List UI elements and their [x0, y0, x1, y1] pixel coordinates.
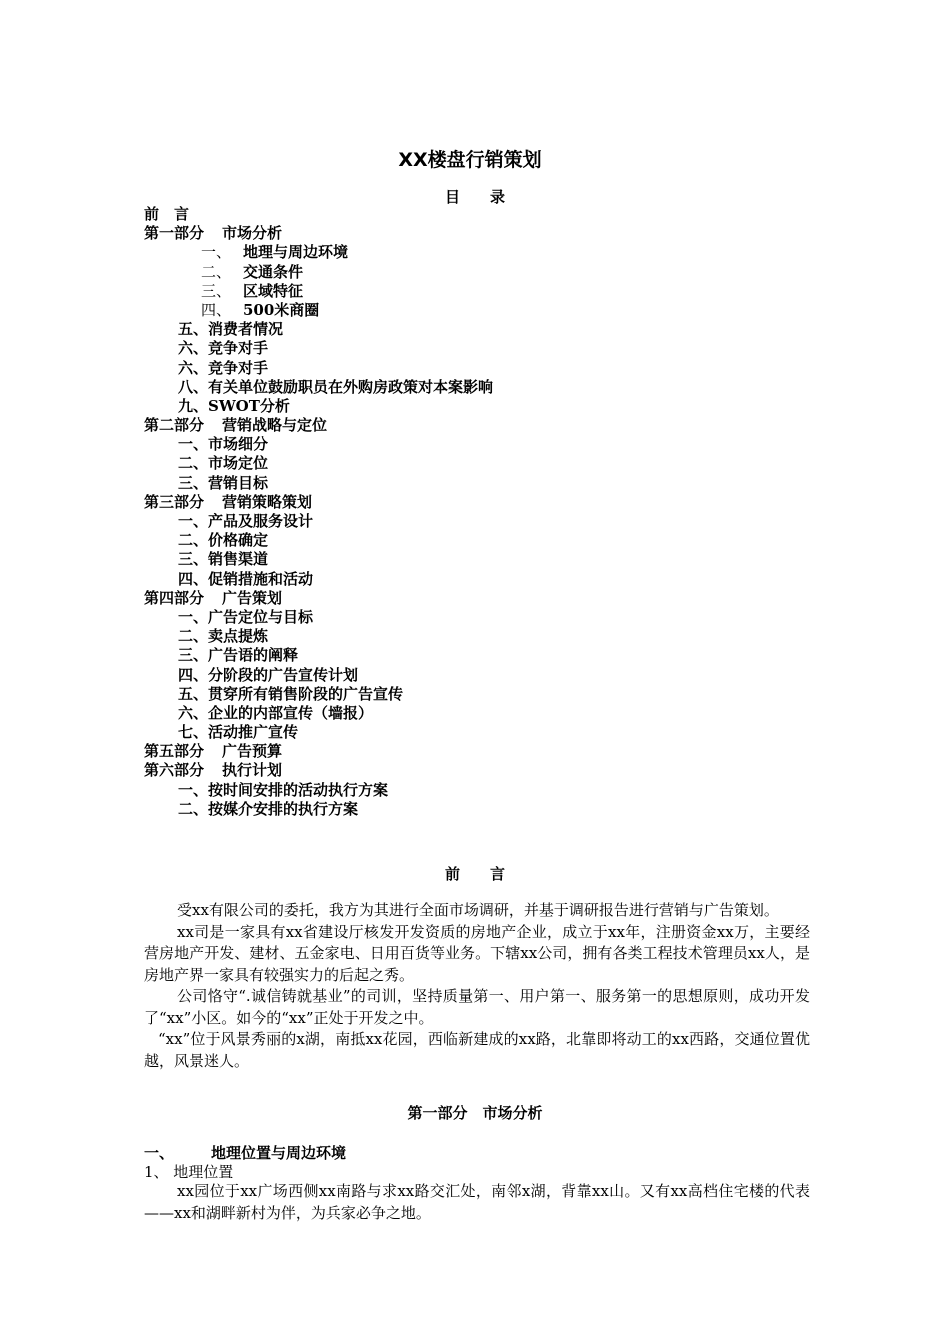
toc-part-title: 市场分析 — [222, 224, 283, 243]
section-number: 一、 — [144, 1144, 175, 1162]
toc-entry-label: 二、卖点提炼 — [178, 627, 269, 646]
preface-paragraph: xx司是一家具有xx省建设厅核发开发资质的房地产企业，成立于xx年，注册资金xx万，主要经营房地产开发、建材、五金家电、日用百货等业务。下辖xx公司，拥有各类工程技术管理员xx人，是房地产界一家具有较强实力的后起之秀。 — [144, 922, 810, 984]
toc-entry — [144, 723, 493, 742]
toc-entry-number: 四、 — [201, 300, 232, 319]
preface-heading: 前 言 — [444, 865, 505, 883]
toc-entry-label: 五、贯穿所有销售阶段的广告宣传 — [178, 684, 404, 703]
toc-entry-label: 交通条件 — [243, 262, 304, 281]
toc-part-label: 第一部分 — [144, 224, 205, 243]
toc-entry-label: 500米商圈 — [243, 300, 320, 319]
toc-entry-label: 五、消费者情况 — [178, 320, 284, 339]
part-one-heading: 第一部分 市场分析 — [407, 1104, 543, 1122]
toc-entry-number: 二、 — [201, 262, 232, 281]
toc-entry-label: 三、营销目标 — [178, 473, 269, 492]
toc-entry — [144, 589, 493, 608]
toc-part-label: 前 言 — [144, 205, 190, 223]
toc-entry-label: 一、广告定位与目标 — [178, 607, 314, 626]
toc-entry — [144, 320, 493, 339]
toc-entry — [144, 685, 493, 704]
toc-entry — [144, 781, 493, 800]
toc-entry — [144, 742, 493, 761]
toc-entry — [144, 512, 493, 531]
toc-entry-label: 六、竞争对手 — [178, 339, 269, 358]
toc-entry — [144, 282, 493, 301]
toc-entry-label: 八、有关单位鼓励职员在外购房政策对本案影响 — [178, 377, 494, 396]
toc-entry — [144, 531, 493, 550]
toc-entry-label: 一、产品及服务设计 — [178, 512, 314, 530]
toc-entry — [144, 339, 493, 358]
toc-entry — [144, 704, 493, 723]
toc-part-title: 营销策略策划 — [222, 492, 313, 511]
toc-part-label: 第四部分 — [144, 588, 205, 607]
preface-paragraph: 受xx有限公司的委托，我方为其进行全面市场调研，并基于调研报告进行营销与广告策划。 — [177, 901, 779, 919]
toc-entry — [144, 761, 493, 780]
toc-entry-label: 七、活动推广宣传 — [178, 723, 299, 742]
toc-part-title: 广告策划 — [222, 588, 283, 607]
toc-entry-label: 一、市场细分 — [178, 435, 269, 454]
toc-entry — [144, 378, 493, 397]
toc-entry-label: 一、按时间安排的活动执行方案 — [178, 780, 389, 799]
toc-entry-label: 四、分阶段的广告宣传计划 — [178, 665, 359, 684]
preface-body — [144, 900, 810, 1072]
toc-entry — [144, 493, 493, 512]
toc-entry-label: 三、销售渠道 — [178, 550, 269, 569]
toc-part-label: 第二部分 — [144, 416, 205, 435]
toc-entry — [144, 646, 493, 665]
toc-entry-label: 二、按媒介安排的执行方案 — [178, 799, 359, 818]
toc-entry — [144, 205, 493, 224]
toc-entry-label: 四、促销措施和活动 — [178, 569, 314, 588]
toc-entry — [144, 550, 493, 569]
toc-entry-label: 九、SWOT分析 — [178, 396, 290, 415]
toc-heading: 目 录 — [444, 188, 505, 206]
toc-entry — [144, 263, 493, 282]
toc-entry — [144, 243, 493, 262]
toc-entry-label: 区域特征 — [243, 281, 304, 300]
toc-part-label: 第五部分 — [144, 742, 205, 761]
section-title: 地理位置与周边环境 — [211, 1144, 347, 1162]
toc-entry-number: 一、 — [201, 243, 232, 262]
toc-part-title: 执行计划 — [222, 761, 283, 780]
toc-part-label: 第六部分 — [144, 761, 205, 780]
toc-entry — [144, 608, 493, 627]
toc-part-label: 第三部分 — [144, 492, 205, 511]
toc-entry-label: 地理与周边环境 — [243, 243, 349, 262]
section-heading — [144, 1142, 346, 1163]
toc-entry-label: 二、价格确定 — [178, 531, 269, 550]
toc-entry — [144, 435, 493, 454]
toc-entry — [144, 666, 493, 685]
toc-entry-label: 三、广告语的阐释 — [178, 646, 299, 665]
toc-entry — [144, 359, 493, 378]
toc-entry — [144, 800, 493, 819]
toc-entry — [144, 224, 493, 243]
document-title: XX楼盘行销策划 — [398, 149, 542, 171]
subsection-heading: 1、 地理位置 — [144, 1163, 234, 1181]
toc-entry — [144, 416, 493, 435]
preface-paragraph: 公司恪守“.诚信铸就基业”的司训，坚持质量第一、用户第一、服务第一的思想原则，成功开发了“xx”小区。如今的“xx”正处于开发之中。 — [144, 987, 810, 1027]
location-paragraph: xx园位于xx广场西侧xx南路与求xx路交汇处，南邻x湖，背靠xx山。又有xx高档住宅楼的代表——xx和湖畔新村为伴，为兵家必争之地。 — [144, 1182, 810, 1222]
toc-entry-label: 六、竞争对手 — [178, 358, 269, 377]
preface-paragraph: “xx”位于风景秀丽的x湖，南抵xx花园，西临新建成的xx路，北靠即将动工的xx西路，交通位置优越，风景迷人。 — [144, 1030, 810, 1070]
table-of-contents — [144, 205, 493, 819]
toc-entry-label: 二、市场定位 — [178, 454, 269, 473]
toc-entry — [144, 474, 493, 493]
toc-part-title: 广告预算 — [222, 742, 283, 761]
toc-entry — [144, 570, 493, 589]
location-body — [144, 1181, 810, 1224]
toc-entry — [144, 627, 493, 646]
toc-entry — [144, 397, 493, 416]
toc-entry-label: 六、企业的内部宣传（墙报） — [178, 703, 374, 722]
toc-part-title: 营销战略与定位 — [222, 416, 328, 435]
toc-entry — [144, 454, 493, 473]
toc-entry-number: 三、 — [201, 281, 232, 300]
toc-entry — [144, 301, 493, 320]
